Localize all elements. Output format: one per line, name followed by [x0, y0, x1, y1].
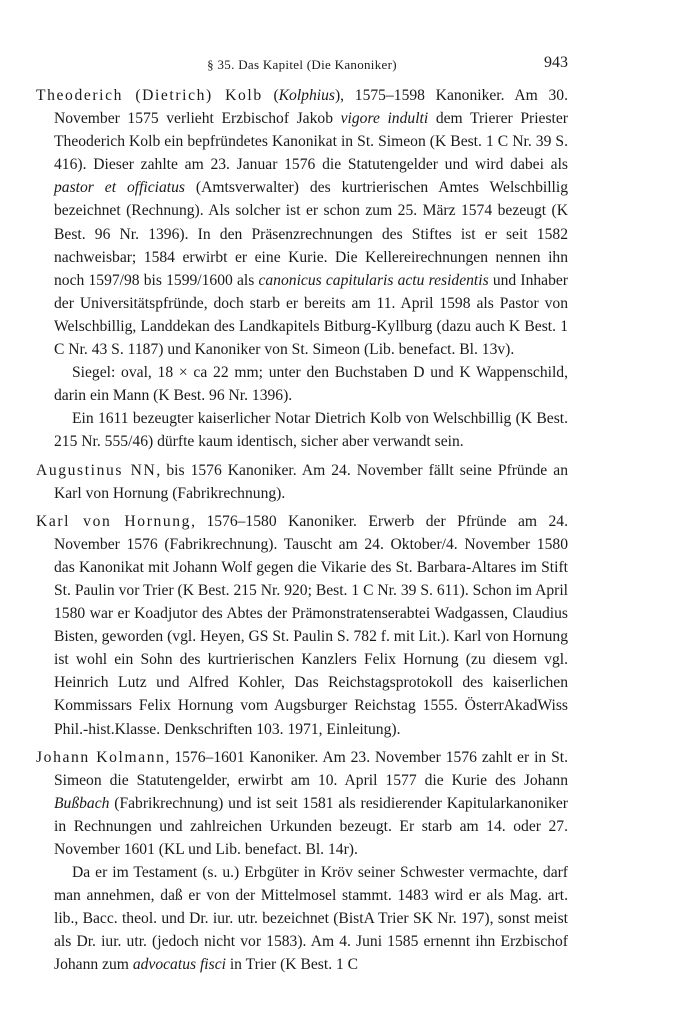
entry	[36, 746, 568, 977]
italic-text: pastor et officiatus	[54, 179, 185, 197]
entry-name: Karl von Hornung	[36, 512, 192, 530]
sub-paragraph	[36, 861, 568, 976]
page-header	[36, 54, 568, 74]
page-number: 943	[544, 54, 568, 71]
text-run: , 1576–1580 Kanoniker. Erwerb der Pfründe am 24. November 1576 (Fabrikrechnung). Tauscht am 24. Oktober/4. November 1580 das Kanonikat mit Johann Wolf gegen die Vikarie des St. Barbara-Altares im Stift St. Paulin vor Trier (K Best. 215 Nr. 920; Best. 1 C Nr. 39 S. 611). Schon im April 1580 war er Koadjutor des Abtes der Prämonstratenserabtei Wadgassen, Claudius Bisten, geworden (vgl. Heyen, GS St. Paulin S. 782 f. mit Lit.). Karl von Hornung ist wohl ein Sohn des kurtrierischen Kanzlers Felix Hornung (zu diesem vgl. Heinrich Lutz und Alfred Kohler, Das Reichstagsprotokoll des kaiserlichen Kommissars Felix Hornung vom Augsburger Reichstag 1555. ÖsterrAkadWiss Phil.-hist.Klasse. Denkschriften 103. 1971, Einleitung).	[54, 512, 568, 738]
entry	[36, 459, 568, 505]
entry-paragraph	[36, 510, 568, 741]
text-run: , 1576–1601 Kanoniker. Am 23. November 1576 zahlt er in St. Simeon die Statutengelder, erwirbt am 10. April 1577 die Kurie des Johann	[54, 748, 569, 789]
italic-text: canonicus capitularis actu residentis	[258, 271, 489, 289]
entry	[36, 84, 568, 454]
text-run: in Trier (K Best. 1 C	[225, 956, 359, 974]
italic-text: Bußbach	[54, 794, 110, 812]
document-body	[36, 84, 568, 982]
entry-paragraph	[36, 84, 568, 361]
text-run: , bis 1576 Kanoniker. Am 24. November fällt seine Pfründe an Karl von Hornung (Fabrikrechnung).	[54, 461, 568, 502]
running-head: § 35. Das Kapitel (Die Kanoniker)	[207, 57, 397, 72]
text-run: (Amtsverwalter) des kurtrierischen Amtes Welschbillig bezeichnet (Rechnung). Als solcher ist er schon zum 25. März 1574 bezeugt (K Best. 96 Nr. 1396). In den Präsenzrechnungen des Stiftes ist er seit 1582 nachweisbar; 1584 erwirbt er eine Kurie. Die Kellereirechnungen nennen ihn noch 1597/98 bis 1599/1600 als	[54, 179, 568, 289]
text-run: ), 1575–1598 Kanoniker. Am 30. November 1575 verlieht Erzbischof Jakob	[54, 87, 569, 128]
entry	[36, 510, 568, 741]
text-run: (Fabrikrechnung) und ist seit 1581 als residierender Kapitularkanoniker in Rechnungen und zahlreichen Urkunden bezeugt. Er starb am 14. oder 27. November 1601 (KL und Lib. benefact. Bl. 14r).	[54, 794, 568, 858]
entry-name: Johann Kolmann	[36, 748, 166, 766]
sub-paragraph: Ein 1611 bezeugter kaiserlicher Notar Dietrich Kolb von Welschbillig (K Best. 215 Nr. 555/46) dürfte kaum identisch, sicher aber verwandt sein.	[54, 410, 568, 451]
entry-paragraph	[36, 746, 568, 861]
text-run: und Inhaber der Universitätspfründe, doch starb er bereits am 11. April 1598 als Pastor von Welschbillig, Landdekan des Landkapitels Bitburg-Kyllburg (dazu auch K Best. 1 C Nr. 43 S. 1187) und Kanoniker von St. Simeon (Lib. benefact. Bl. 13v).	[54, 271, 569, 359]
italic-text: Kolphius	[278, 87, 335, 104]
text-run: (	[262, 87, 279, 104]
sub-paragraph: Siegel: oval, 18 × ca 22 mm; unter den Buchstaben D und K Wappenschild, darin ein Mann (K Best. 96 Nr. 1396).	[54, 364, 568, 405]
text-run: Da er im Testament (s. u.) Erbgüter in Kröv seiner Schwester vermachte, darf man annehmen, daß er von der Mittelmosel stammt. 1483 wird er als Mag. art. lib., Bacc. theol. und Dr. iur. utr. bezeichnet (BistA Trier SK Nr. 197), sonst meist als Dr. iur. utr. (jedoch nicht vor 1583). Am 4. Juni 1585 ernennt ihn Erzbischof Johann zum	[54, 864, 568, 974]
text-run: dem Trierer Priester Theoderich Kolb ein bepfründetes Kanonikat in St. Simeon (K Best. 1 C Nr. 39 S. 416). Dieser zahlte am 23. Januar 1576 die Statutengelder und wird dabei als	[54, 110, 568, 174]
entry-name: Theoderich (Dietrich) Kolb	[36, 87, 263, 104]
entry-paragraph	[36, 459, 568, 505]
entry-name: Augustinus NN	[36, 461, 157, 479]
italic-text: vigore indulti	[340, 110, 429, 128]
italic-text: advocatus fisci	[132, 956, 226, 974]
